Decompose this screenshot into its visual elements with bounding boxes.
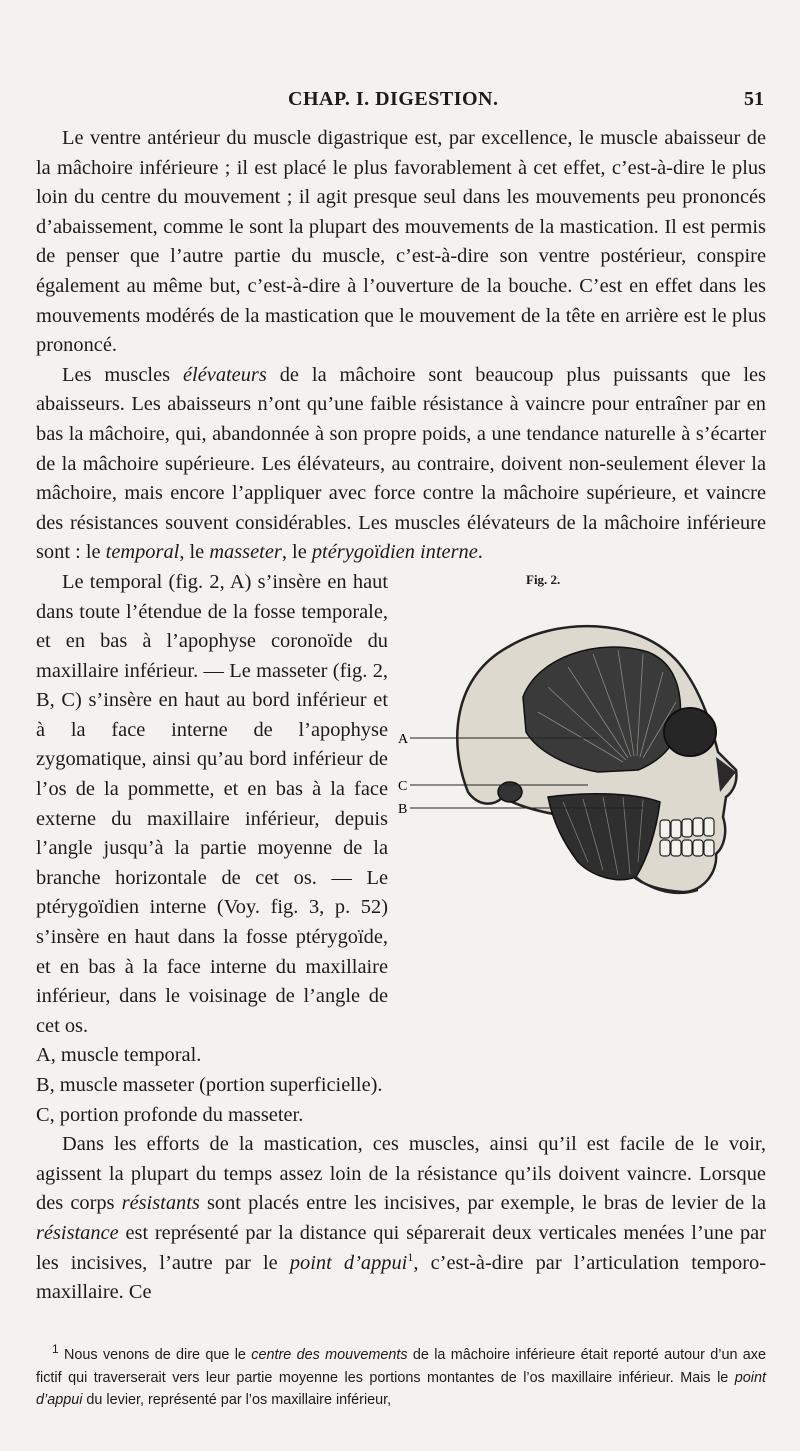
footnote-marker: 1: [52, 1342, 59, 1357]
caption-line: B, muscle masseter (portion superficielle).: [36, 1074, 383, 1096]
text-run: de la mâchoire inférieure était reporté autour d’un axe fictif qui traverserait vers leur partie moyenne les portions montantes de l’os maxillaire inférieur. Mais le: [36, 1347, 766, 1386]
main-text: [36, 124, 766, 1308]
figure-skull: [398, 570, 770, 1008]
text-run: de la mâchoire sont beaucoup plus puissants que les abaisseurs. Les abaisseurs n’ont qu’une faible résistance à vaincre pour entraîner par en bas la mâchoire, qui, abandonnée à son propre poids, a une tendance naturelle à s’écarter de la mâchoire supérieure. Les élévateurs, au contraire, doivent non-seulement élever la mâchoire, mais encore l’appliquer avec force contre la mâchoire supérieure, et vaincre des résistances souvent considérables. Les muscles élévateurs de la mâchoire inférieure sont : le: [36, 363, 766, 564]
italic-term: point d’appui: [36, 1369, 766, 1409]
text-run: Le temporal (fig. 2, A) s’insère en haut dans toute l’étendue de la fosse temporale, et en bas à l’apophyse coronoïde du maxillaire inférieur. — Le masseter (fig. 2, B, C) s’insère en haut au bord inférieur et à la face interne de l’apophyse zygomatique, ainsi qu’au bord inférieur de l’os de la pommette, et en bas à la face externe du maxillaire inférieur, depuis l’angle jusqu’à la partie moyenne de la branche horizontale de cet os. — Le ptérygoïdien interne (Voy. fig. 3, p. 52) s’insère en haut dans la fosse ptérygoïde, et en bas à la face interne du maxillaire inférieur, dans le voisinage de l’angle de cet os.: [36, 570, 388, 1037]
footnote-marker: 1: [407, 1249, 414, 1264]
text-run: , le: [281, 541, 312, 564]
text-run: , c’est-à-dire par l’articulation temporo-maxillaire. Ce: [36, 1251, 766, 1304]
italic-term: temporal: [105, 541, 180, 564]
figure-label-c: C: [398, 778, 408, 794]
italic-term: centre des mouvements: [251, 1347, 408, 1363]
page-number: 51: [744, 88, 764, 110]
orbit: [664, 708, 716, 756]
text-run: sont placés entre les incisives, par exemple, le bras de levier de la: [199, 1192, 766, 1215]
caption-line: A, muscle temporal.: [36, 1044, 202, 1067]
paragraph: [36, 124, 766, 361]
italic-term: élévateurs: [183, 363, 267, 386]
caption-line: C, portion profonde du masseter.: [36, 1103, 304, 1126]
text-run: Le ventre antérieur du muscle digastrique est, par excellence, le muscle abaisseur de la mâchoire inférieure ; il est placé le plus favorablement à cet effet, c’est-à-dire le plus loin du centre du mouvement ; il agit presque seul dans les mouvements peu prononcés d’abaissement, comme le sont la plupart des mouvements de la mastication. Il est permis de penser que l’autre partie du muscle, c’est-à-dire son ventre postérieur, conspire également au même but, c’est-à-dire à l’ouverture de la bouche. C’est en effet dans les mouvements modérés de la mastication que le mouvement de la tête en arrière est le plus prononcé.: [36, 127, 766, 357]
italic-term: résistants: [121, 1192, 200, 1215]
running-header: [0, 88, 800, 118]
text-run: du levier, représenté par l’os maxillaire inférieur,: [82, 1392, 392, 1409]
figure-label-a: A: [398, 731, 409, 747]
italic-term: résistance: [36, 1221, 119, 1244]
figure-title: Fig. 2.: [526, 571, 561, 587]
text-run: est représenté par la distance qui séparerait deux verticales menées l’une par les incisives, l’autre par le: [36, 1221, 766, 1274]
italic-term: masseter: [209, 541, 282, 564]
paragraph: [36, 1130, 766, 1308]
text-run: , le: [179, 541, 210, 564]
text-run: Nous venons de dire que le: [58, 1347, 252, 1363]
skull-illustration: [398, 592, 770, 902]
text-run: Dans les efforts de la mastication, ces muscles, ainsi qu’il est facile de le voir, agissent la plupart du temps assez loin de la résistance qu’ils doivent vaincre. Lorsque des corps: [36, 1133, 766, 1215]
figure-label-b: B: [398, 801, 408, 817]
text-run: .: [477, 541, 483, 564]
footnotes: [36, 1344, 766, 1412]
paragraph: [36, 361, 766, 568]
chapter-title: CHAP. I. DIGESTION.: [288, 88, 499, 110]
italic-term: ptérygoïdien interne: [311, 541, 478, 564]
paragraph: [36, 568, 766, 1042]
footnote: [36, 1344, 766, 1412]
italic-term: point d’appui: [289, 1251, 408, 1274]
text-run: Les muscles: [62, 363, 183, 386]
